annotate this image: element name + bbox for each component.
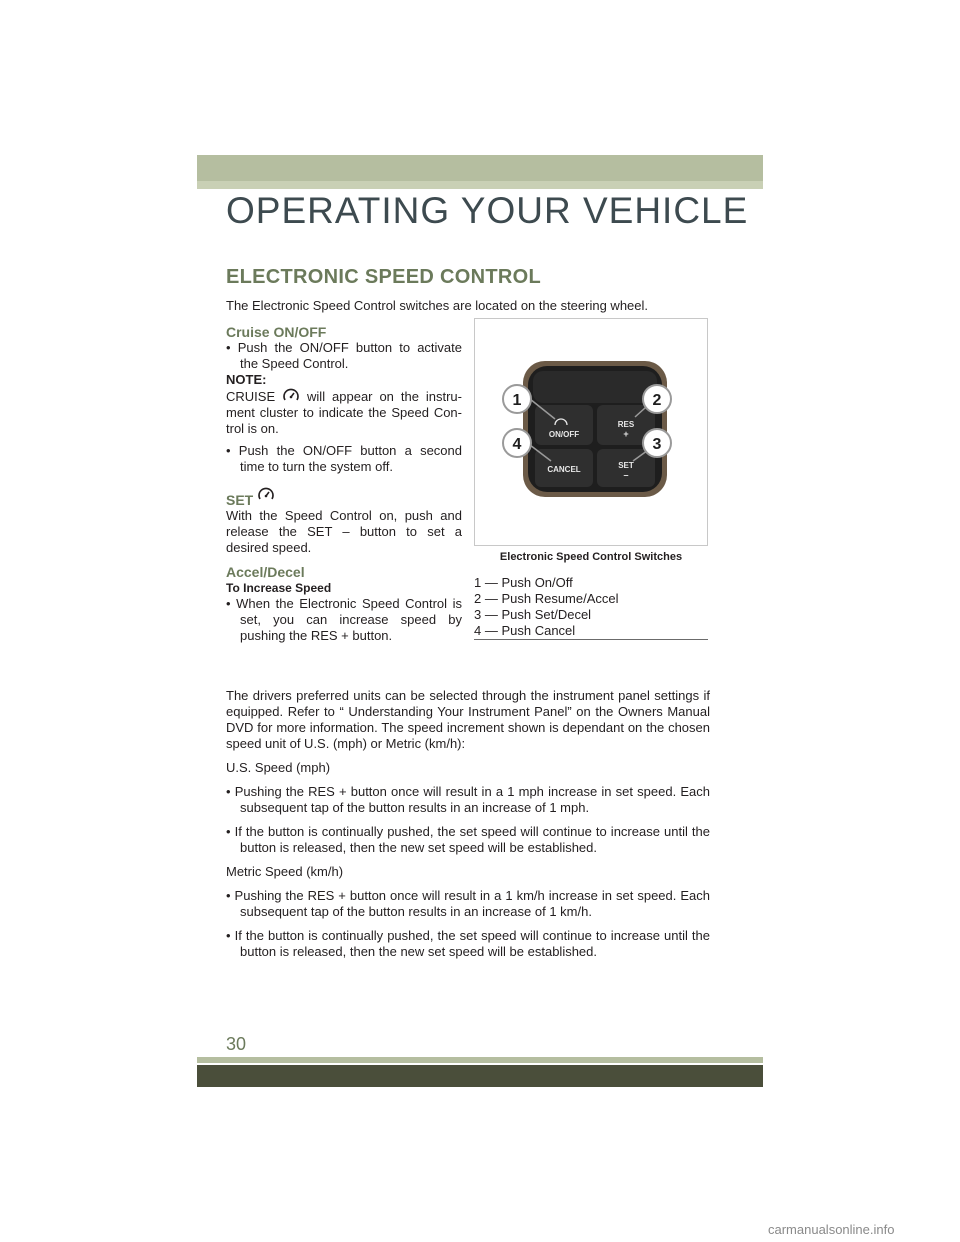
- switch-label-set: SET: [618, 461, 634, 470]
- note-text-after: will appear on the instru-ment cluster to indicate the Speed Con-trol is on.: [226, 389, 462, 436]
- on-off-switch: [535, 405, 593, 445]
- switch-label-cancel: CANCEL: [547, 465, 581, 474]
- figure-caption: Electronic Speed Control Switches: [499, 551, 683, 563]
- section-title: OPERATING YOUR VEHICLE: [226, 190, 749, 231]
- figure-legend: [474, 575, 708, 639]
- us-bullet: • Pushing the RES + button once will result in a 1 mph increase in set speed. Each subsequent tap of the button results in an increase of 1 mph.: [226, 784, 710, 815]
- switch-label-set-sign: –: [623, 470, 629, 480]
- cruise-bullet-activate: • Push the ON/OFF button to activate the Speed Control.: [226, 340, 462, 371]
- metric-bullet: • If the button is continually pushed, the set speed will continue to increase until the button is released, then the new set speed will be established.: [226, 928, 710, 959]
- callout-number-3: 3: [652, 436, 662, 453]
- page-number: 30: [226, 1034, 247, 1054]
- accel-subheading: To Increase Speed: [226, 581, 332, 595]
- accel-heading: Accel/Decel: [226, 564, 305, 580]
- accel-bullet: • When the Electronic Speed Control is set, you can increase speed by pushing the RES + button.: [226, 596, 462, 643]
- callout-number-2: 2: [652, 392, 662, 409]
- lower-section: [226, 688, 710, 968]
- footer-band-stripe: [197, 1057, 763, 1063]
- legend-divider: [474, 639, 708, 640]
- intro-paragraph: The Electronic Speed Control switches are located on the steering wheel.: [226, 298, 649, 313]
- legend-item: 4 — Push Cancel: [474, 623, 576, 638]
- switch-label-res-sign: +: [623, 429, 629, 439]
- callout-number-1: 1: [512, 392, 522, 409]
- watermark: carmanualsonline.info: [768, 1222, 895, 1237]
- us-bullet: • If the button is continually pushed, the set speed will continue to increase until the button is released, then the new set speed will be established.: [226, 824, 710, 855]
- speed-control-figure: [474, 318, 708, 546]
- units-paragraph: The drivers preferred units can be selected through the instrument panel settings if equipped. Refer to “ Understanding Your Instrument Panel” on the Owners Manual DVD for more information. The speed increment shown is dependant on the chosen speed unit of U.S. (mph) or Metric (km/h):: [226, 688, 710, 751]
- page-heading: ELECTRONIC SPEED CONTROL: [226, 266, 541, 288]
- set-heading: [226, 487, 462, 508]
- speed-control-switch-illustration: [475, 319, 707, 545]
- metric-speed-label: Metric Speed (km/h): [226, 864, 344, 879]
- set-indicator-icon: [257, 487, 275, 503]
- set-heading-text: SET: [226, 492, 254, 508]
- switch-label-res: RES: [617, 420, 635, 429]
- legend-item: 1 — Push On/Off: [474, 575, 573, 590]
- note-text-before: CRUISE: [226, 389, 276, 404]
- legend-item: 3 — Push Set/Decel: [474, 607, 592, 622]
- set-text: With the Speed Control on, push and release the SET – button to set a desired speed.: [226, 508, 462, 555]
- switch-label-on-off: ON/OFF: [548, 430, 580, 439]
- callout-number-4: 4: [512, 436, 522, 453]
- note-label: NOTE:: [226, 372, 267, 387]
- cruise-heading: Cruise ON/OFF: [226, 324, 327, 340]
- header-band-stripe: [197, 181, 763, 189]
- metric-bullet: • Pushing the RES + button once will result in a 1 km/h increase in set speed. Each subsequent tap of the button results in an increase of 1 km/h.: [226, 888, 710, 919]
- cruise-indicator-icon: [282, 388, 300, 404]
- cruise-bullet-off: • Push the ON/OFF button a second time to turn the system off.: [226, 443, 462, 474]
- legend-item: 2 — Push Resume/Accel: [474, 591, 619, 606]
- header-band: [197, 155, 763, 181]
- note-text: [226, 388, 462, 437]
- footer-band: [197, 1065, 763, 1087]
- left-column: [226, 324, 462, 644]
- us-speed-label: U.S. Speed (mph): [226, 760, 331, 775]
